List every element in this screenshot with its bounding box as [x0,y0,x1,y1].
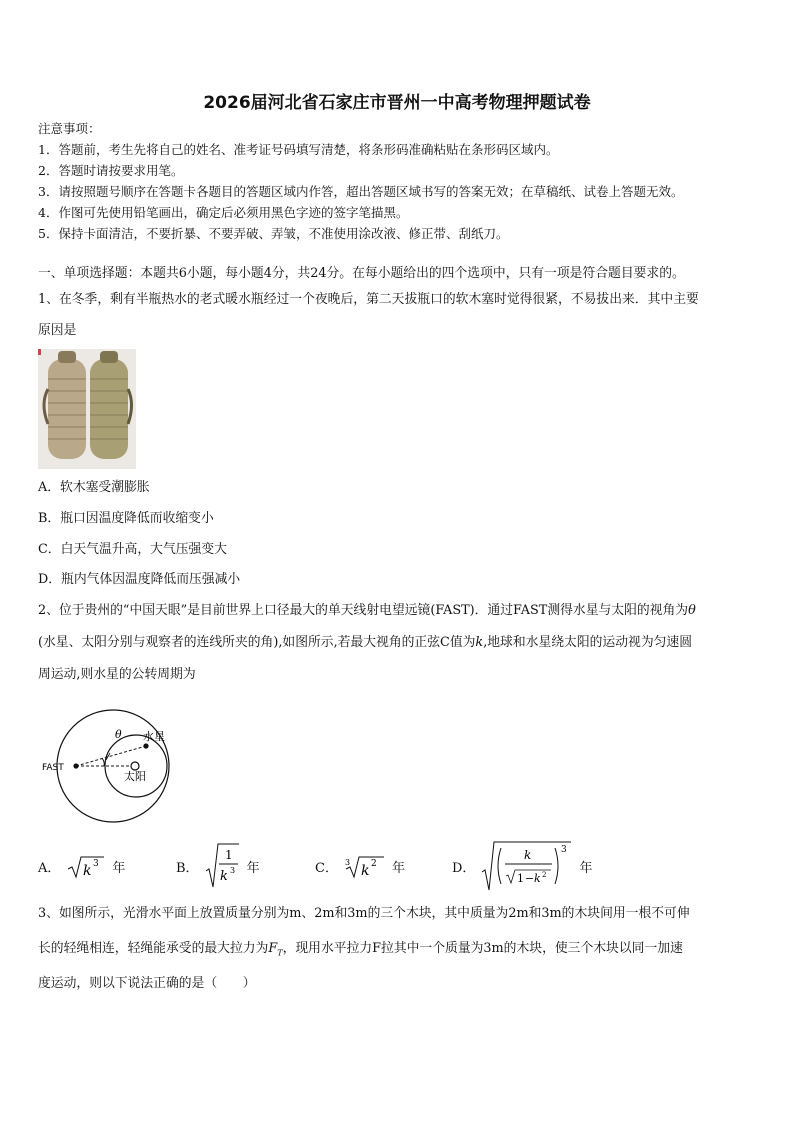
q1-option-b: B．瓶口因温度降低而收缩变小 [38,511,214,526]
option-c-exp: 2 [370,859,377,869]
fast-label: FAST [42,763,64,773]
q3-stem-line3: 度运动，则以下说法正确的是（ ） [38,976,256,991]
q2-stem-line1 [38,603,696,619]
q1-option-c: C．白天气温升高，大气压强变大 [38,542,227,557]
q2-stem-line2 [38,635,692,651]
q3-stem-line2 [38,941,683,962]
section-heading: 一、单项选择题：本题共6小题，每小题4分，共24分。在每小题给出的四个选项中，只有一项是符合题目要求的。 [38,266,685,281]
option-c-unit: 年 [391,860,405,876]
q2-option-c [315,840,405,892]
q2-line2-tail: ,地球和水星绕太阳的运动视为匀速圆 [483,635,693,650]
option-b-label: B． [176,860,199,876]
k-symbol: k [475,635,484,650]
q3-line2-tail: ，现用水平拉力F拉其中一个质量为3m的木块，使三个木块以同一加速 [282,941,683,956]
mercury-label: 水星 [143,730,165,743]
q2-stem-line3: 周运动,则水星的公转周期为 [38,667,196,682]
notice-item-3: 3．请按照题号顺序在答题卡各题目的答题区域内作答，超出答题区域书写的答案无效；在草稿纸、试卷上答题无效。 [38,184,684,199]
line-to-mercury [76,746,146,766]
q1-option-a: A．软木塞受潮膨胀 [38,480,150,495]
angle-arc [102,758,104,766]
sun-label: 太阳 [124,770,146,783]
q2-options [38,840,758,892]
option-d-one: 1 [517,872,525,885]
notice-item-4: 4．作图可先使用铅笔画出，确定后必须用黑色字迹的签字笔描黑。 [38,205,409,220]
option-c-k: k [360,863,370,879]
ft-letter: F [268,941,278,956]
notice-item-5: 5．保持卡面清洁，不要折暴、不要弄破、弄皱，不准使用涂改液、修正带、刮纸刀。 [38,226,509,241]
option-b-formula [205,841,241,891]
thermos-bottles-image [38,349,136,469]
option-d-formula [481,840,573,892]
option-c-formula [344,851,386,881]
q2-option-b [176,840,260,892]
q2-option-a [38,840,125,892]
option-a-k: k [83,863,92,879]
notice-item-1: 1．答题前，考生先将自己的姓名、准考证号码填写清楚，将条形码准确粘贴在条形码区域内。 [38,142,559,157]
ft-subscript: T [277,948,283,958]
option-d-exp2: 2 [542,871,547,879]
q1-option-d: D．瓶内气体因温度降低而压强减小 [38,572,241,587]
svg-text:−: − [525,872,535,885]
option-a-exp: 3 [93,859,100,869]
q3-line2-text: 长的轻绳相连，轻绳能承受的最大拉力为 [38,941,269,956]
q1-stem-line2: 原因是 [38,323,77,338]
sun-point [131,762,139,770]
option-a-label: A． [38,860,61,876]
notice-item-2: 2．答题时请按要求用笔。 [38,163,184,178]
q2-line2-text: (水星、太阳分别与观察者的连线所夹的角),如图所示,若最大视角的正弦C值为 [38,635,476,650]
option-b-exp: 3 [229,866,235,875]
theta-label: θ [115,728,122,741]
option-c-root: 3 [344,858,351,867]
q2-line1-text: 2、位于贵州的“中国天眼”是目前世界上口径最大的单天线射电望远镜(FAST)．通过FAST测得水星与太阳的视角为 [38,603,689,618]
notice-heading: 注意事项： [38,121,101,136]
option-a-unit: 年 [112,860,126,876]
theta-symbol: θ [688,603,696,618]
ft-symbol [268,941,282,956]
orbit-diagram [38,700,178,840]
option-b-unit: 年 [246,860,260,876]
page-title: 2026届河北省石家庄市晋州一中高考物理押题试卷 [203,93,591,113]
option-d-k-num: k [524,848,532,862]
option-d-k-den: k [534,872,542,885]
q1-stem-line1: 1、在冬季，剩有半瓶热水的老式暖水瓶经过一个夜晚后，第二天拔瓶口的软木塞时觉得很紧，不易拔出来．其中主要 [38,292,699,307]
option-d-exp3: 3 [561,845,568,855]
option-d-unit: 年 [579,860,593,876]
q3-stem-line1: 3、如图所示，光滑水平面上放置质量分别为m、2m和3m的三个木块，其中质量为2m和3m的木块间用一根不可伸 [38,906,690,921]
option-b-k: k [219,869,228,884]
q2-option-d [452,840,592,892]
option-c-label: C． [315,860,338,876]
mercury-orbit [105,735,167,797]
option-b-one: 1 [224,848,233,862]
option-a-formula [66,851,106,881]
option-d-label: D． [452,860,476,876]
